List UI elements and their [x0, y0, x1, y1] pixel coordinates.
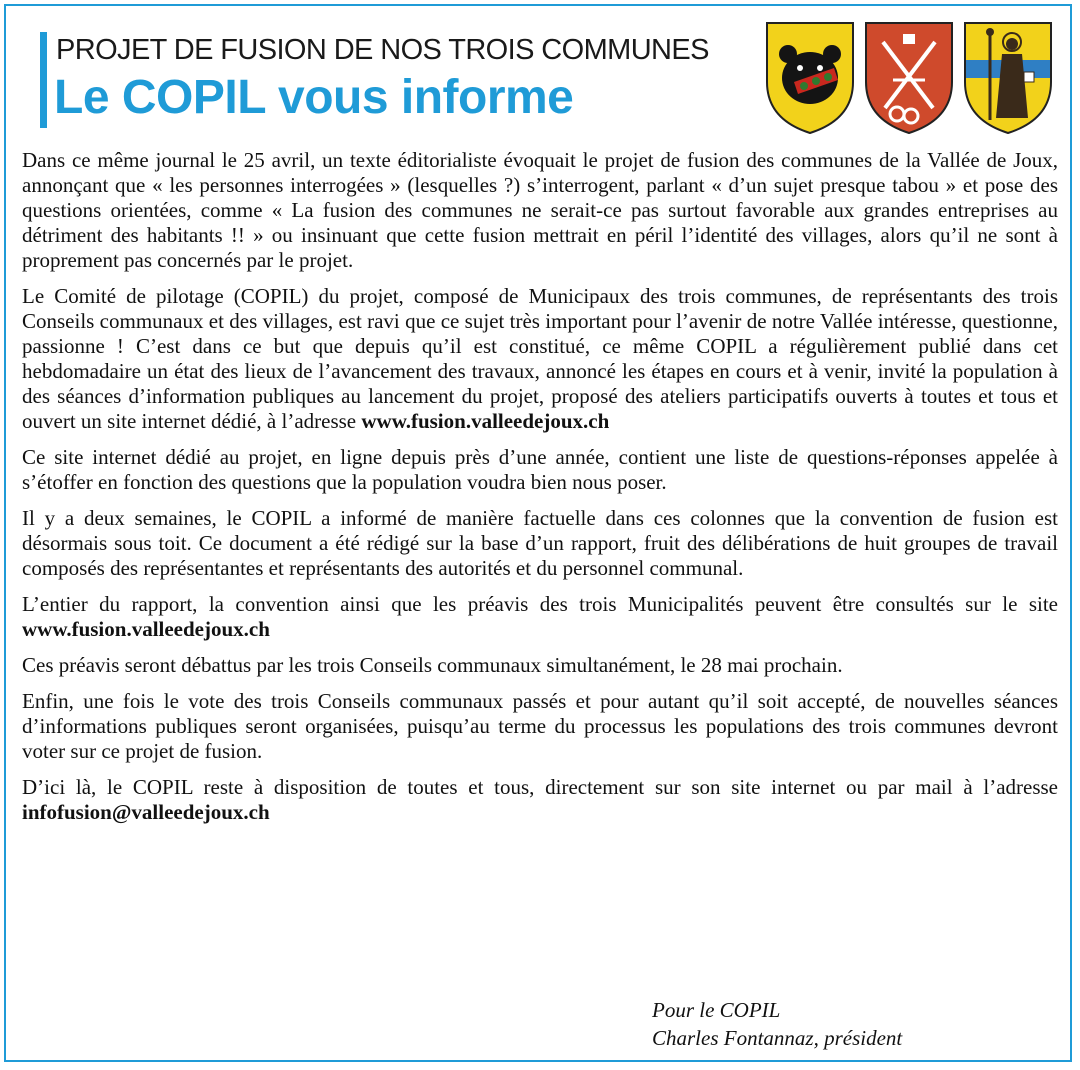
website-link[interactable]: www.fusion.valleedejoux.ch	[361, 409, 610, 433]
signature-line-2: Charles Fontannaz, président	[652, 1026, 903, 1050]
paragraph: Ces préavis seront débattus par les trois Conseils communaux simultanément, le 28 mai prochain.	[22, 653, 843, 677]
paragraph: Le Comité de pilotage (COPIL) du projet, composé de Municipaux des trois communes, de représentants des trois Conseils communaux et des villages, est ravi que ce sujet très important pour l’avenir de notre Vallée intéresse, questionne, passionne ! C’est dans ce but que depuis qu’il est constitué, ce même COPIL a régulièrement publié dans cet hebdomadaire un état des lieux de l’avancement des travaux, annoncé les étapes en cours et à venir, invité la population à des séances d’information publiques au lancement du projet, proposé des ateliers participatifs ouverts à toutes et tous et ouvert un site internet dédié, à l’adresse www.fusion.valleedejoux.ch	[22, 284, 1058, 433]
saint-crest-icon	[962, 20, 1054, 136]
bear-crest-icon	[764, 20, 856, 136]
paragraph: Ce site internet dédié au projet, en ligne depuis près d’une année, contient une liste de questions-réponses appelée à s’étoffer en fonction des questions que la population voudra bien nous poser.	[22, 445, 1058, 494]
website-link[interactable]: www.fusion.valleedejoux.ch	[22, 617, 270, 641]
header-kicker: PROJET DE FUSION DE NOS TROIS COMMUNES	[56, 34, 709, 66]
paragraph: D’ici là, le COPIL reste à disposition de toutes et tous, directement sur son site internet ou par mail à l’adresse infofusion@valleedejoux.ch	[22, 775, 1058, 824]
signature	[652, 996, 902, 1052]
header	[40, 32, 760, 136]
page-title: Le COPIL vous informe	[54, 71, 574, 124]
paragraph: Il y a deux semaines, le COPIL a informé de manière factuelle dans ces colonnes que la convention de fusion est désormais sous toit. Ce document a été rédigé sur la base d’un rapport, fruit des délibérations de huit groupes de travail composés des représentantes et représentants des autorités et du personnel communal.	[22, 506, 1058, 580]
signature-line-1: Pour le COPIL	[652, 998, 781, 1022]
paragraph: Dans ce même journal le 25 avril, un texte éditorialiste évoquait le projet de fusion des communes de la Vallée de Joux, annonçant que « les personnes interrogées » (lesquelles ?) s’interrogent, parlant « d’un sujet presque tabou » et pose des questions orientées, comme « La fusion des communes ne serait-ce pas surtout favorable aux grandes entreprises au détriment des habitants !! » ou insinuant que cette fusion mettrait en péril l’identité des villages, alors qu’il ne sont à proprement pas concernés par le projet.	[22, 148, 1058, 272]
email-link[interactable]: infofusion@valleedejoux.ch	[22, 800, 270, 824]
paragraph: L’entier du rapport, la convention ainsi que les préavis des trois Municipalités peuvent être consultés sur le site www.fusion.valleedejoux.ch	[22, 592, 1058, 641]
header-accent-bar	[40, 32, 47, 128]
paragraph: Enfin, une fois le vote des trois Conseils communaux passés et pour autant qu’il soit accepté, de nouvelles séances d’informations publiques seront organisées, puisqu’au terme du processus les populations des trois communes devront voter sur ce projet de fusion.	[22, 689, 1058, 763]
keys-sword-crest-icon	[863, 20, 955, 136]
article-body	[22, 148, 1058, 836]
commune-crests	[764, 20, 1064, 136]
